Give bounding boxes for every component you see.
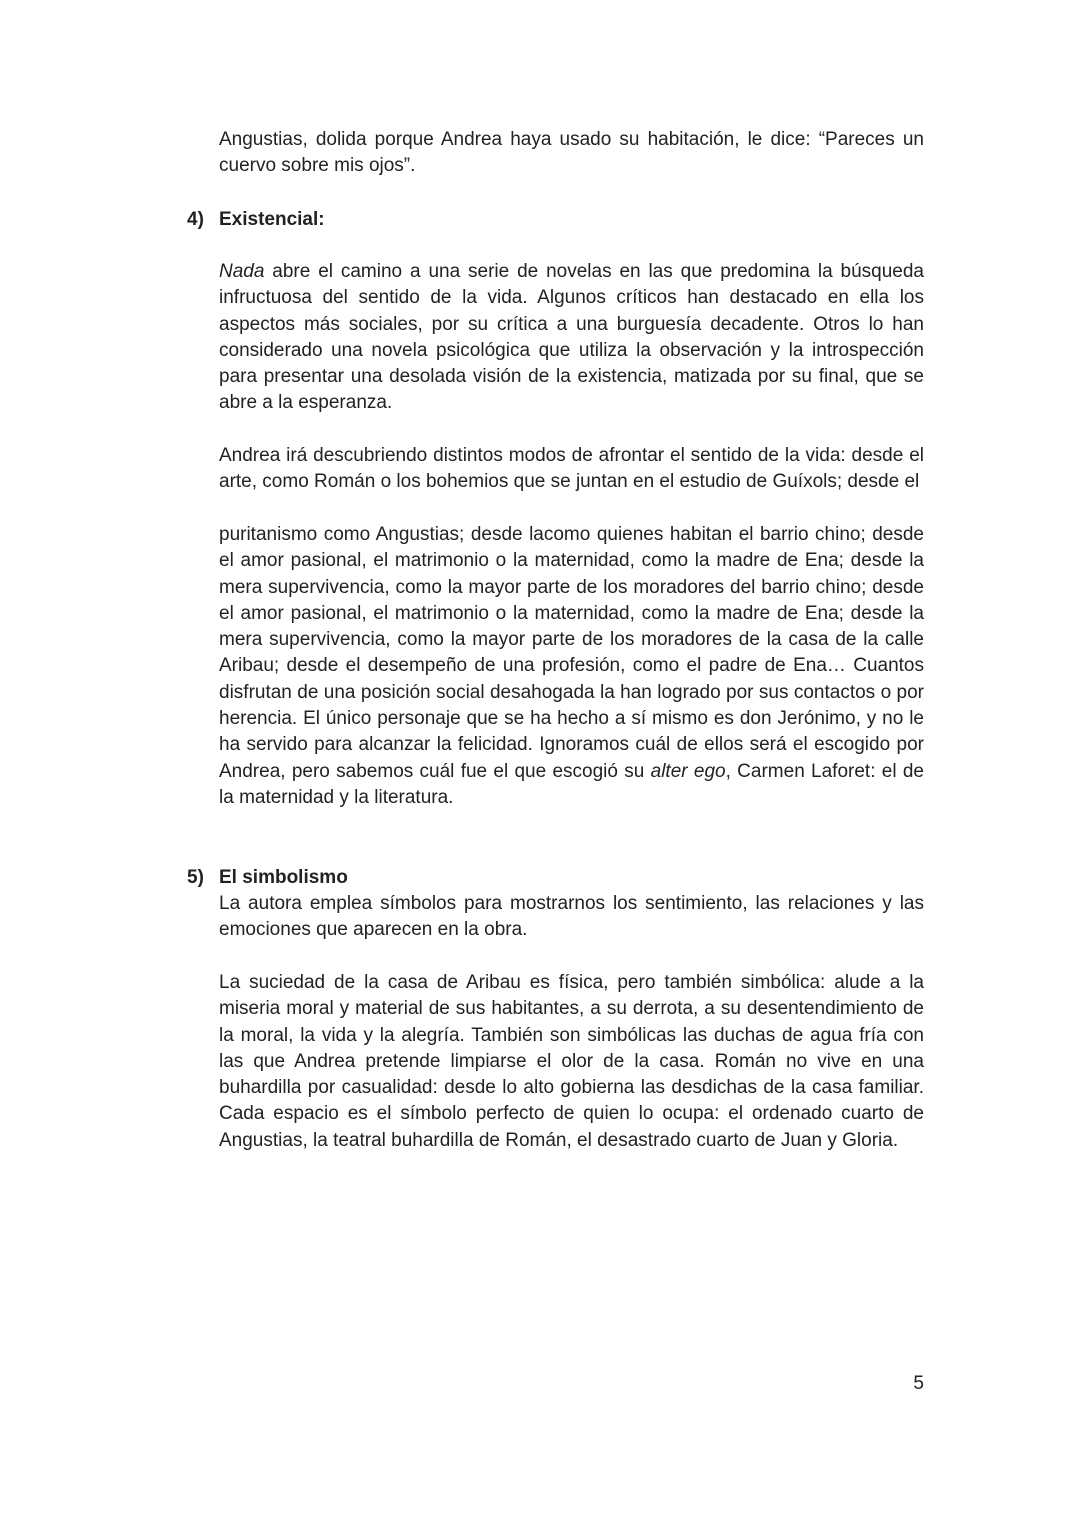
section-4-paragraph-2b-text: puritanismo como Angustias; desde lacomo quienes habitan el barrio chino; desde el amor pasional, el matrimonio o la maternidad, como la madre de Ena; desde la mera supervivencia, como la mayor parte de los moradores del barrio chino; desde el amor pasional, el matrimonio o la maternidad, como la madre de Ena; desde la mera supervivencia, como la mayor parte de los moradores de la casa de la calle Aribau; desde el desempeño de una profesión, como el padre de Ena… Cuantos disfrutan de una posición social desahogada la han logrado por sus contactos o por herencia. El único personaje que se ha hecho a sí mismo es don Jerónimo, y no le ha servido para alcanzar la felicidad. Ignoramos cuál de ellos será el escogido por Andrea, pero sabemos cuál fue el que escogió su xyxy=(219,524,924,782)
section-4-heading xyxy=(187,207,927,233)
section-4-paragraph-2b-end: , Carmen Laforet: el de la maternidad y la literatura. xyxy=(219,760,924,808)
section-4-paragraph-2a: Andrea irá descubriendo distintos modos de afrontar el sentido de la vida: desde el arte, como Román o los bohemios que se juntan en el estudio de Guíxols; desde el xyxy=(219,445,924,493)
section-5-number: 5) xyxy=(187,867,204,888)
section-5-heading xyxy=(187,865,927,891)
section-5-title: El simbolismo xyxy=(219,867,348,888)
section-5-paragraph-2: La suciedad de la casa de Aribau es física, pero también simbólica: alude a la miseria moral y material de sus habitantes, a su derrota, a su desentendimiento de la moral, la vida y la alegría. También son simbólicas las duchas de agua fría con las que Andrea pretende limpiarse el olor de la casa. Román no vive en una buhardilla por casualidad: desde lo alto gobierna las desdichas de la casa familiar. Cada espacio es el símbolo perfecto de quien lo ocupa: el ordenado cuarto de Angustias, la teatral buhardilla de Román, el desastrado cuarto de Juan y Gloria. xyxy=(219,972,924,1151)
alter-ego-italic: alter ego xyxy=(650,760,726,782)
section-4-paragraph-1 xyxy=(219,259,924,417)
novel-title-italic: Nada xyxy=(219,261,265,282)
section-4-number: 4) xyxy=(187,209,204,230)
section-4-paragraph-1-text: abre el camino a una serie de novelas en las que predomina la búsqueda infructuosa del sentido de la vida. Algunos críticos han destacado en ella los aspectos más sociales, por su crítica a una burguesía decadente. Otros lo han considerado una novela psicológica que utiliza la observación y la introspección para presentar una desolada visión de la existencia, matizada por su final, que se abre a la esperanza. xyxy=(219,261,924,414)
section-4-paragraph-2b xyxy=(219,522,924,811)
intro-paragraph: Angustias, dolida porque Andrea haya usado su habitación, le dice: “Pareces un cuervo sobre mis ojos”. xyxy=(219,129,924,177)
section-4-title: Existencial: xyxy=(219,209,325,230)
section-5-paragraph-1: La autora emplea símbolos para mostrarnos los sentimiento, las relaciones y las emociones que aparecen en la obra. xyxy=(219,893,924,941)
page-number: 5 xyxy=(913,1373,924,1394)
